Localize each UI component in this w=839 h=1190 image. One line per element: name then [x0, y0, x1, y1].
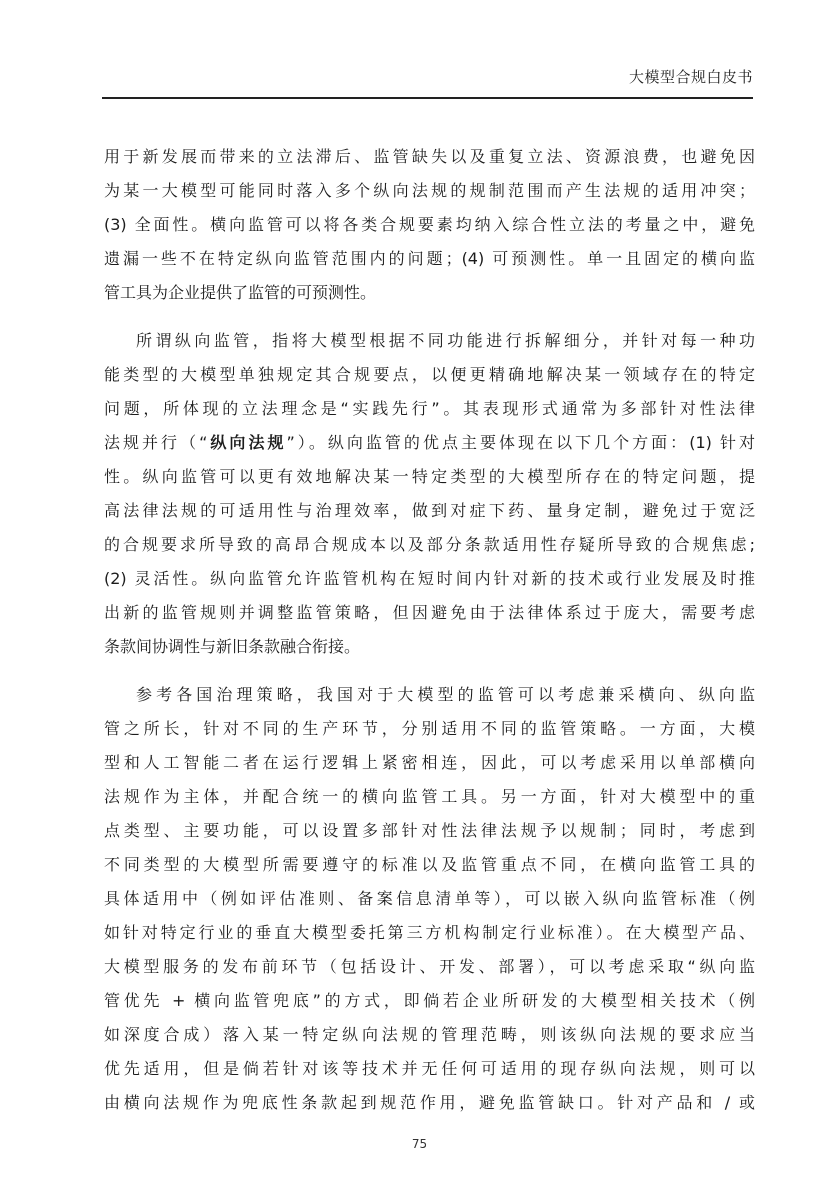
text-line: (2) 灵活性。纵向监管允许监管机构在短时间内针对新的技术或行业发展及时推 — [104, 569, 755, 588]
paragraph-1 — [104, 140, 755, 310]
text-line: 参考各国治理策略，我国对于大模型的监管可以考虑兼采横向、纵向监 — [136, 685, 755, 704]
text-line: 出新的监管规则并调整监管策略，但因避免由于法律体系过于庞大，需要考虑 — [104, 603, 755, 622]
text-line: 点类型、主要功能，可以设置多部针对性法律法规予以规制；同时，考虑到 — [104, 821, 755, 840]
text-line: 管优先 + 横向监管兜底”的方式，即倘若企业所研发的大模型相关技术（例 — [104, 991, 755, 1010]
text-line: 能类型的大模型单独规定其合规要点，以便更精确地解决某一领域存在的特定 — [104, 365, 755, 384]
text-line: 条款间协调性与新旧条款融合衔接。 — [104, 637, 361, 656]
paragraph-2 — [104, 324, 755, 664]
text-line: 不同类型的大模型所需要遵守的标准以及监管重点不同，在横向监管工具的 — [104, 855, 755, 874]
text-line: 遗漏一些不在特定纵向监管范围内的问题；(4) 可预测性。单一且固定的横向监 — [104, 249, 755, 268]
text-line: 大模型服务的发布前环节（包括设计、开发、部署），可以考虑采取“纵向监 — [104, 957, 755, 976]
text-line-with-bold: 法规并行（“纵向法规”）。纵向监管的优点主要体现在以下几个方面：(1) 针对 — [104, 433, 755, 452]
text-line: 所谓纵向监管，指将大模型根据不同功能进行拆解细分，并针对每一种功 — [136, 331, 755, 350]
text-line: 如深度合成）落入某一特定纵向法规的管理范畴，则该纵向法规的要求应当 — [104, 1025, 755, 1044]
text-line: 由横向法规作为兜底性条款起到规范作用，避免监管缺口。针对产品和 / 或 — [104, 1093, 755, 1112]
text-line: 管之所长，针对不同的生产环节，分别适用不同的监管策略。一方面，大模 — [104, 719, 755, 738]
text-line: 问题，所体现的立法理念是“实践先行”。其表现形式通常为多部针对性法律 — [104, 399, 755, 418]
text-line: 性。纵向监管可以更有效地解决某一特定类型的大模型所存在的特定问题，提 — [104, 467, 755, 486]
bold-term: 纵向法规 — [207, 433, 287, 452]
text-line: 的合规要求所导致的高昂合规成本以及部分条款适用性存疑所导致的合规焦虑; — [104, 535, 755, 554]
document-body — [104, 140, 755, 1120]
text-line: 法规作为主体，并配合统一的横向监管工具。另一方面，针对大模型中的重 — [104, 787, 755, 806]
text-line: (3) 全面性。横向监管可以将各类合规要素均纳入综合性立法的考量之中，避免 — [104, 215, 755, 234]
text-line: 具体适用中（例如评估准则、备案信息清单等），可以嵌入纵向监管标准（例 — [104, 889, 755, 908]
page-header-title: 大模型合规白皮书 — [628, 68, 753, 86]
paragraph-3 — [104, 678, 755, 1120]
text-line: 如针对特定行业的垂直大模型委托第三方机构制定行业标准）。在大模型产品、 — [104, 923, 755, 942]
header-divider — [102, 97, 753, 99]
text-line: 优先适用，但是倘若针对该等技术并无任何可适用的现存纵向法规，则可以 — [104, 1059, 755, 1078]
text-line: 为某一大模型可能同时落入多个纵向法规的规制范围而产生法规的适用冲突； — [104, 181, 755, 200]
page-number: 75 — [411, 1137, 428, 1151]
text-line: 高法律法规的可适用性与治理效率，做到对症下药、量身定制，避免过于宽泛 — [104, 501, 755, 520]
text-line: 型和人工智能二者在运行逻辑上紧密相连，因此，可以考虑采用以单部横向 — [104, 753, 755, 772]
text-line: 用于新发展而带来的立法滞后、监管缺失以及重复立法、资源浪费，也避免因 — [104, 147, 755, 166]
text-line: 管工具为企业提供了监管的可预测性。 — [104, 283, 377, 302]
